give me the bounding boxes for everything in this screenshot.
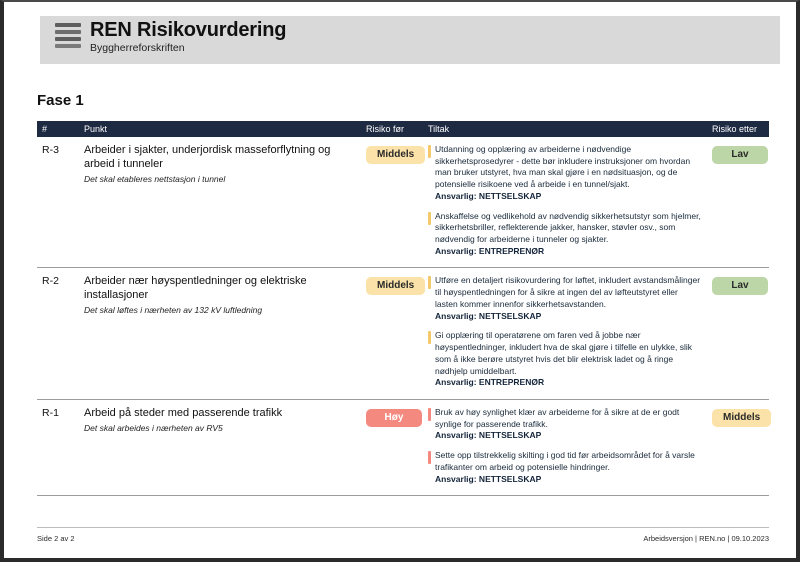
document-header	[40, 16, 780, 64]
measure-owner: Ansvarlig: ENTREPRENØR	[435, 377, 545, 388]
measure-accent-bar-icon	[428, 276, 431, 289]
row-risk-before	[361, 137, 423, 268]
punkt-note: Det skal løftes i nærheten av 132 kV luftledning	[84, 304, 263, 315]
measure-item	[428, 211, 702, 258]
table-row[interactable]	[37, 399, 769, 495]
punkt-title: Arbeider nær høyspentledninger og elektriske installasjoner	[84, 275, 307, 302]
row-id: R-1	[37, 399, 79, 495]
measure-item	[428, 144, 702, 203]
table-body	[37, 137, 769, 496]
measure-owner: Ansvarlig: NETTSELSKAP	[435, 310, 542, 321]
row-risk-after	[707, 268, 769, 399]
column-header-risk-after: Risiko etter	[707, 121, 769, 137]
row-risk-before	[361, 268, 423, 399]
measure-owner: Ansvarlig: NETTSELSKAP	[435, 473, 542, 484]
document-footer	[37, 527, 769, 543]
measure-item	[428, 407, 702, 442]
status-badge-risk-before: Middels	[366, 146, 425, 164]
row-punkt	[79, 399, 361, 495]
measure-text: Utføre en detaljert risikovurdering for løftet, inkludert avstandsmålinger til høyspentledningen for å sikre at ingen del av løfteutstyret eller lasten kommer innenfor sikkerhetsavstanden.	[435, 275, 701, 309]
column-header-tiltak: Tiltak	[423, 121, 707, 137]
measure-accent-bar-icon	[428, 331, 431, 344]
measure-item	[428, 450, 702, 485]
page-subtitle: Byggherreforskriften	[90, 42, 185, 54]
row-risk-before	[361, 399, 423, 495]
measure-owner: Ansvarlig: ENTREPRENØR	[435, 245, 545, 256]
status-badge-risk-before: Middels	[366, 277, 425, 295]
row-punkt	[79, 137, 361, 268]
row-tiltak	[423, 399, 707, 495]
measure-owner: Ansvarlig: NETTSELSKAP	[435, 430, 542, 441]
status-badge-risk-after: Lav	[712, 277, 768, 295]
row-tiltak	[423, 137, 707, 268]
row-risk-after	[707, 137, 769, 268]
measure-item	[428, 330, 702, 389]
row-id: R-2	[37, 268, 79, 399]
column-header-punkt: Punkt	[79, 121, 361, 137]
measure-accent-bar-icon	[428, 145, 431, 158]
footer-meta: Arbeidsversjon | REN.no | 09.10.2023	[643, 534, 769, 543]
column-header-risk-before: Risiko før	[361, 121, 423, 137]
status-badge-risk-after: Lav	[712, 146, 768, 164]
punkt-note: Det skal arbeides i nærheten av RV5	[84, 422, 223, 433]
punkt-title: Arbeid på steder med passerende trafikk	[84, 406, 283, 419]
page-title: REN Risikovurdering	[90, 19, 287, 41]
row-punkt	[79, 268, 361, 399]
phase-heading: Fase 1	[37, 92, 84, 109]
punkt-title: Arbeider i sjakter, underjordisk masseforflytning og arbeid i tunneler	[84, 144, 331, 170]
measure-text: Gi opplæring til operatørene om faren ved å jobbe nær høyspentledninger, inkludert hva de skal gjøre i tilfelle en ulykke, slik som å ikke berøre utstyret hvis det blir elektrisk ladet og å ringe nødhjelp umiddelbart.	[435, 330, 693, 376]
footer-page-number: Side 2 av 2	[37, 534, 75, 543]
measure-item	[428, 275, 702, 322]
column-header-id: #	[37, 121, 79, 137]
risk-assessment-table	[37, 121, 769, 496]
row-risk-after	[707, 399, 769, 495]
measure-accent-bar-icon	[428, 408, 431, 421]
row-tiltak	[423, 268, 707, 399]
measure-accent-bar-icon	[428, 451, 431, 464]
status-badge-risk-after: Middels	[712, 409, 771, 427]
table-row[interactable]	[37, 268, 769, 399]
row-id: R-3	[37, 137, 79, 268]
table-header-row	[37, 121, 769, 137]
measure-text: Bruk av høy synlighet klær av arbeiderne for å sikre at de er godt synlige for passerende trafikk.	[435, 406, 680, 429]
measure-text: Sette opp tilstrekkelig skilting i god tid før arbeidsområdet for å varsle trafikanter om arbeid og potensielle hindringer.	[435, 450, 695, 472]
measure-text: Utdanning og opplæring av arbeiderne i nødvendige sikkerhetsprosedyrer - dette bør inkludere instruksjoner om hvordan man bruker utstyret, hva man skal gjøre i en nødsituasjon, og de potensielle risikoene ved å arbeide i en tunnel/sjakt.	[435, 144, 691, 190]
measure-owner: Ansvarlig: NETTSELSKAP	[435, 190, 542, 201]
ren-logo-bars-icon	[55, 23, 81, 48]
status-badge-risk-before: Høy	[366, 409, 422, 427]
punkt-note: Det skal etableres nettstasjon i tunnel	[84, 173, 226, 184]
table-row[interactable]	[37, 137, 769, 268]
measure-text: Anskaffelse og vedlikehold av nødvendig sikkerhetsutstyr som hjelmer, sikkerhetsbriller, reflekterende jakker, hansker, støvler osv., som nødvendig for arbeiderne i tunneler og sjakter.	[435, 210, 701, 245]
measure-accent-bar-icon	[428, 212, 431, 225]
